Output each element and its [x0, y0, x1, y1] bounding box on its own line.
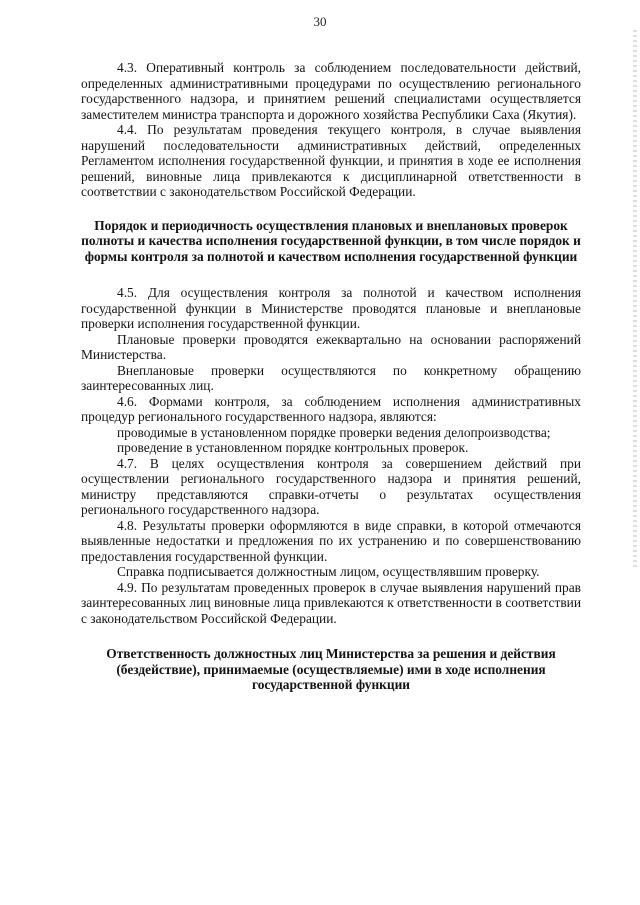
- paragraph-control-checks: проведение в установленном порядке контрольных проверок.: [117, 440, 469, 456]
- paragraph-4-3: 4.3. Оперативный контроль за соблюдением последовательности действий, определенных административными процедурами по осуществлению регионального государственного надзора, и принятием решений специалистами осуществляется заместителем министра транспорта и дорожного хозяйства Республики Саха (Якутия).: [81, 60, 581, 122]
- paragraph-report-signature: Справка подписывается должностным лицом, осуществлявшим проверку.: [117, 564, 540, 580]
- paragraph-4-8: 4.8. Результаты проверки оформляются в виде справки, в которой отмечаются выявленные недостатки и предложения по их устранению и по совершенствованию предоставления государственной функции.: [81, 517, 581, 564]
- section-heading-responsibility: Ответственность должностных лиц Министерства за решения и действия (бездействие), принимаемые (осуществляемые) ими в ходе исполнения государственной функции: [106, 646, 556, 693]
- margin-stamp-mark: [633, 30, 637, 570]
- paragraph-unplanned-inspections: Внеплановые проверки осуществляются по конкретному обращению заинтересованных лиц.: [81, 362, 581, 394]
- paragraph-records-checks: проводимые в установленном порядке проверки ведения делопроизводства;: [117, 424, 551, 440]
- paragraph-4-6: 4.6. Формами контроля, за соблюдением исполнения административных процедур регионального государственного надзора, являются:: [81, 393, 581, 425]
- document-body: [81, 60, 581, 693]
- paragraph-4-9: 4.9. По результатам проведенных проверок в случае выявления нарушений прав заинтересованных лиц виновные лица привлекаются к ответственности в соответствии с законодательством Российской Федерации.: [81, 579, 581, 626]
- paragraph-4-7: 4.7. В целях осуществления контроля за совершением действий при осуществлении регионального государственного надзора и принятия решений, министру представляются справки-отчеты о результатах осуществления регионального государственного надзора.: [81, 455, 581, 518]
- paragraph-4-5: 4.5. Для осуществления контроля за полнотой и качеством исполнения государственной функции в Министерстве проводятся плановые и внеплановые проверки исполнения государственной функции.: [81, 285, 581, 332]
- paragraph-4-4: 4.4. По результатам проведения текущего контроля, в случае выявления нарушений последовательности административных действий, определенных Регламентом исполнения государственной функции, и принятия в ходе ее исполнения решений, виновные лица привлекаются к дисциплинарной ответственности в соответствии с законодательством Российской Федерации.: [81, 122, 581, 199]
- page-number: 30: [313, 14, 327, 29]
- section-heading-inspections: Порядок и периодичность осуществления плановых и внеплановых проверок полноты и качества исполнения государственной функции, в том числе порядок и формы контроля за полнотой и качеством исполнения государственной функции: [81, 217, 581, 264]
- paragraph-planned-inspections: Плановые проверки проводятся ежеквартально на основании распоряжений Министерства.: [81, 331, 581, 363]
